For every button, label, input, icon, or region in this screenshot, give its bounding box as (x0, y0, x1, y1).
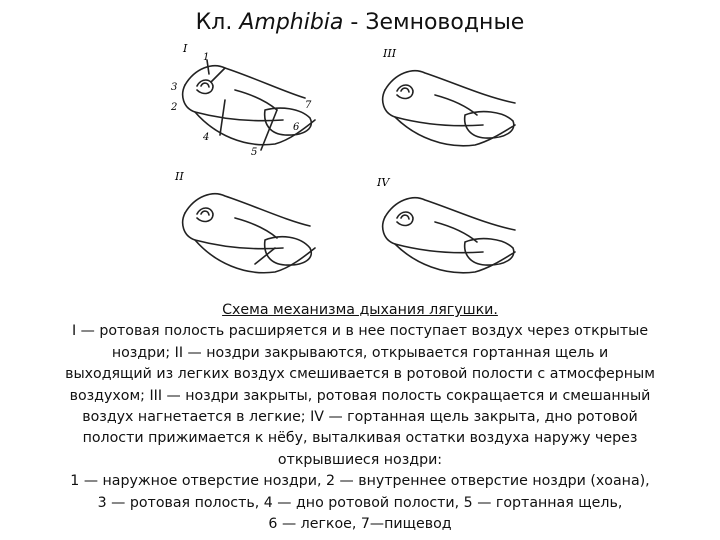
diagram-panel-2 (165, 168, 325, 293)
caption-line: 3 — ротовая полость, 4 — дно ротовой полости, 5 — гортанная щель, (97, 494, 623, 511)
caption-line: выходящий из легких воздух смешивается в ротовой полости с атмосферным (65, 366, 655, 383)
caption-line: I — ротовая полость расширяется и в нее поступает воздух через открытые (71, 323, 649, 340)
caption-line: полости прижимается к нёбу, выталкивая остатки воздуха наружу через (82, 430, 638, 447)
panel-label-IV: IV (377, 176, 390, 189)
diagram-panel-4 (365, 172, 525, 292)
caption-line: воздухом; III — ноздри закрыты, ротовая полость сокращается и смешанный (69, 387, 651, 404)
part-number-3: 3 (171, 82, 178, 93)
part-number-7: 7 (305, 100, 312, 111)
part-number-5: 5 (251, 147, 258, 158)
part-number-2: 2 (171, 102, 178, 113)
page-title (0, 10, 720, 35)
part-number-4: 4 (203, 132, 210, 143)
caption-heading: Схема механизма дыхания лягушки. (222, 302, 498, 318)
title-prefix: Кл. (195, 10, 233, 35)
title-latin: Amphibia (239, 10, 344, 35)
panel-label-III: III (383, 47, 397, 60)
caption-line: ноздри; II — ноздри закрываются, открывается гортанная щель и (111, 344, 609, 361)
diagram-panel-3 (365, 45, 525, 165)
diagram-panel-1 (165, 40, 325, 165)
panel-label-II: II (175, 170, 184, 183)
figure-caption (30, 300, 690, 535)
caption-line: 6 — легкое, 7—пищевод (268, 516, 452, 533)
part-number-1: 1 (203, 52, 210, 63)
title-suffix: - Земноводные (350, 10, 525, 35)
panel-label-I: I (183, 42, 188, 55)
caption-line: открывшиеся ноздри: (277, 451, 443, 468)
part-number-6: 6 (293, 122, 300, 133)
caption-line: воздух нагнетается в легкие; IV — гортанная щель закрыта, дно ротовой (82, 409, 638, 426)
caption-line: 1 — наружное отверстие ноздри, 2 — внутреннее отверстие ноздри (хоана), (70, 473, 650, 490)
